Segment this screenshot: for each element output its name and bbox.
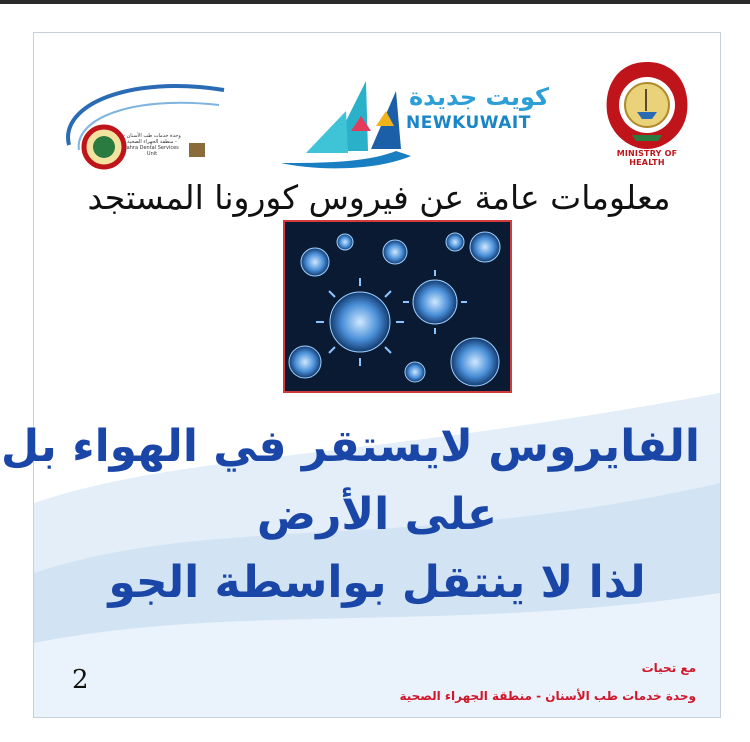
poster-card (0, 32, 721, 718)
jahra-dental-logo (49, 75, 229, 175)
ministry-of-health-label: MINISTRY OF HEALTH (616, 149, 678, 167)
footer-greeting: مع تحيات (641, 661, 696, 675)
ministry-of-health-logo (602, 57, 692, 162)
footer-organization: وحدة خدمات طب الأسنان - منطقة الجهراء الصحية (399, 689, 696, 703)
newkuwait-arabic-text: كويت جديدة (409, 83, 549, 111)
page-number: 2 (72, 665, 89, 695)
main-text-line-2: على الأرض (256, 489, 498, 540)
newkuwait-english-text: NEWKUWAIT (406, 113, 531, 133)
main-text-line-3: لذا لا ينتقل بواسطة الجو (108, 557, 646, 608)
jahra-dental-logo-label: وحدة خدمات طب الأسنان - منطقة الجهراء الصحية - Jahra Dental Services Unit (123, 133, 181, 157)
main-text-line-1: الفايروس لايستقر في الهواء بل (0, 421, 700, 472)
top-bar (0, 0, 750, 4)
coronavirus-image (283, 220, 512, 393)
subtitle: معلومات عامة عن فيروس كورونا المستجد (87, 178, 671, 217)
